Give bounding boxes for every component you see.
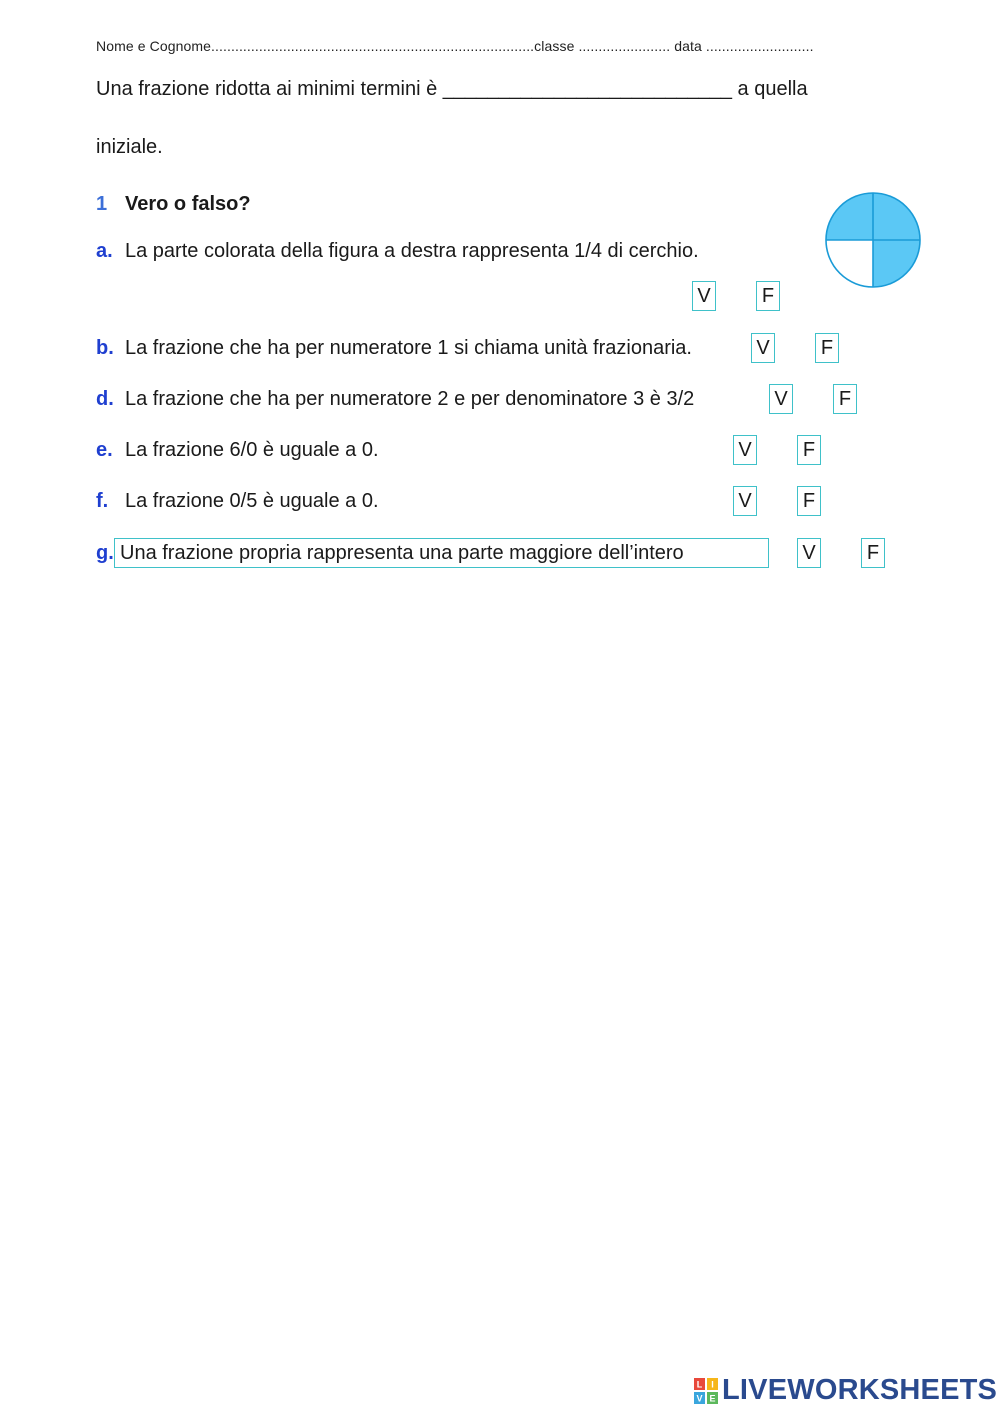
student-info-line: Nome e Cognome.................................................................................classe ....................... data ...........................: [96, 38, 814, 54]
item-a-true-box[interactable]: V: [692, 281, 716, 311]
item-e-text: La frazione 6/0 è uguale a 0.: [125, 439, 379, 461]
item-b-label: b.: [96, 337, 114, 359]
item-a-label: a.: [96, 240, 113, 262]
svg-text:I: I: [711, 1379, 714, 1389]
svg-text:L: L: [696, 1379, 703, 1389]
item-f-text: La frazione 0/5 è uguale a 0.: [125, 490, 379, 512]
item-f-false-box[interactable]: F: [797, 486, 821, 516]
quarters-circle-figure: [822, 188, 924, 292]
liveworksheets-logo: [694, 1374, 997, 1407]
item-d-true-box[interactable]: V: [769, 384, 793, 414]
liveworksheets-icon: [694, 1378, 718, 1404]
item-e-true-box[interactable]: V: [733, 435, 757, 465]
item-d-text: La frazione che ha per numeratore 2 e per denominatore 3 è 3/2: [125, 388, 695, 410]
item-a-text: La parte colorata della figura a destra rappresenta 1/4 di cerchio.: [125, 240, 699, 262]
intro-line-2: iniziale.: [96, 136, 163, 158]
svg-text:E: E: [709, 1393, 716, 1403]
item-g-true-box[interactable]: V: [797, 538, 821, 568]
item-f-label: f.: [96, 490, 109, 512]
item-e-false-box[interactable]: F: [797, 435, 821, 465]
item-d-label: d.: [96, 388, 114, 410]
item-d-false-box[interactable]: F: [833, 384, 857, 414]
item-g-false-box[interactable]: F: [861, 538, 885, 568]
item-f-true-box[interactable]: V: [733, 486, 757, 516]
svg-text:V: V: [696, 1393, 703, 1403]
intro-line-1: Una frazione ridotta ai minimi termini è __________________________ a quella: [96, 78, 808, 100]
item-b-text: La frazione che ha per numeratore 1 si chiama unità frazionaria.: [125, 337, 692, 359]
item-b-false-box[interactable]: F: [815, 333, 839, 363]
item-g-text-box[interactable]: Una frazione propria rappresenta una parte maggiore dell’intero: [114, 538, 769, 568]
item-e-label: e.: [96, 439, 113, 461]
item-a-false-box[interactable]: F: [756, 281, 780, 311]
liveworksheets-wordmark: LIVEWORKSHEETS: [722, 1374, 998, 1406]
exercise-title: Vero o falso?: [125, 193, 251, 215]
item-g-label: g.: [96, 542, 114, 564]
exercise-number: 1: [96, 193, 108, 215]
item-b-true-box[interactable]: V: [751, 333, 775, 363]
